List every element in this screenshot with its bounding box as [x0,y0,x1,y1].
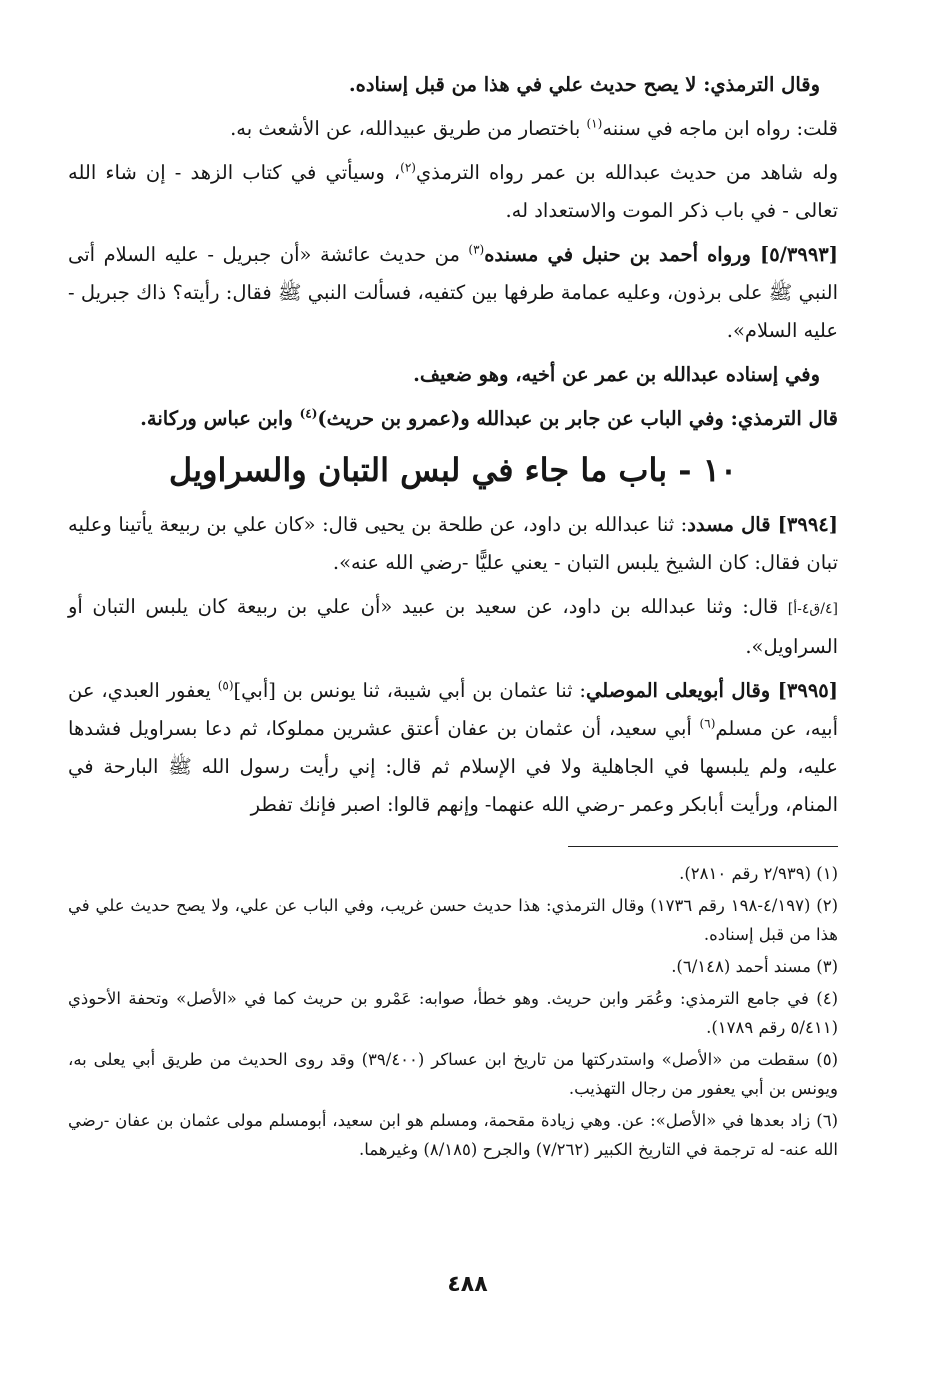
footnote-6 [68,1106,838,1164]
paragraph-shahid [68,154,838,230]
paragraph-ibn-majah [68,110,838,148]
hadith-number: [٣٩٩٤] [777,513,839,536]
hadith-number: [٣٩٩٥] [777,679,839,702]
chapter-title: ١٠ - باب ما جاء في لبس التبان والسراويل [168,451,738,489]
paragraph-text: قلت: رواه ابن ماجه في سننه [602,117,838,140]
paragraph-text: يعفور العبدي، عن أبيه، عن مسلم [68,679,838,740]
manuscript-ref: [٤/ق٤-أ] [787,601,838,617]
footnote-text: (٢/٩٣٩ رقم ٢٨١٠). [679,864,811,883]
paragraph-text: قال: وثنا عبدالله بن داود، عن سعيد بن عبيد «أن علي بن ربيعة كان يلبس التبان أو السراويل». [68,595,838,658]
book-page [68,66,838,1316]
paragraph-manuscript-ref [68,588,838,666]
footnote-5 [68,1045,838,1103]
footnote-text: سقطت من «الأصل» واستدركتها من تاريخ ابن عساكر (٣٩/٤٠٠) وقد روى الحديث من طريق أبي يعلى به، ويونس بن أبي يعفور من رجال التهذيب. [68,1050,838,1098]
hadith-3993 [68,236,838,350]
hadith-number: [٥/٣٩٩٣] [760,243,839,266]
paragraph-text: وقال الترمذي: لا يصح حديث علي في هذا من قبل إسناده. [348,73,820,96]
footnote-marker: (٣) [468,242,485,257]
footnote-text: (٤/١٩٧-١٩٨ رقم ١٧٣٦) وقال الترمذي: هذا حديث حسن غريب، وفي الباب عن علي، ولا يصح حديث علي في هذا من قبل إسناده. [68,896,838,944]
footnote-number: (٦) [816,1111,839,1130]
footnote-marker: (٥) [217,678,234,693]
paragraph-text: باختصار من طريق عبيدالله، عن الأشعث به. [230,117,587,140]
footnote-1 [68,859,838,888]
footnote-marker: (١) [586,116,603,131]
footnote-4 [68,984,838,1042]
footnote-marker: (٦) [699,716,716,731]
footnote-number: (٢) [816,896,839,915]
footnote-number: (٥) [816,1050,838,1069]
paragraph-text: من حديث عائشة «أن جبريل - عليه السلام أتى النبي ﷺ على برذون، وعليه عمامة طرفها بين كتفيه، فسألت النبي ﷺ فقال: رأيته؟ ذاك جبريل - عليه السلام». [68,243,838,342]
footnote-3 [68,952,838,981]
paragraph-text: وله شاهد من حديث عبدالله بن عمر رواه الترمذي [415,161,838,184]
footnote-marker: (٢) [400,160,416,175]
footnote-text: زاد بعدها في «الأصل»: عن. وهي زيادة مقحمة، ومسلم هو ابن سعيد، أبومسلم مولى عثمان بن عفان -رضي الله عنه- له ترجمة في التاريخ الكبير (٧/٢٦٢) والجرح (٨/١٨٥) وغيرهما. [68,1111,838,1159]
footnote-divider [568,846,838,847]
footnote-number: (٤) [816,989,838,1008]
footnote-text: مسند أحمد (٦/١٤٨). [671,957,811,976]
page-number: ٤٨٨ [447,1272,488,1297]
hadith-3995 [68,672,838,824]
paragraph-text: قال الترمذي: وفي الباب عن جابر بن عبدالله و(عمرو بن حريث) [317,407,838,430]
paragraph-isnad-weak [68,356,838,394]
narrator-text: ورواه أحمد بن حنبل في مسنده [484,243,761,266]
paragraph-text: : ثنا عبدالله بن داود، عن طلحة بن يحيى قال: «كان علي بن ربيعة يأتينا وعليه تبان فقال: كان الشيخ يلبس التبان - يعني عليًّا -رضي الله عنه». [68,513,838,574]
footnote-2 [68,891,838,949]
footnote-marker: (٤) [299,406,318,421]
narrator-text: قال مسدد [687,513,778,536]
paragraph-text: ، وسيأتي في كتاب الزهد - إن شاء الله تعالى - في باب ذكر الموت والاستعداد له. [68,161,838,222]
footnotes [68,859,838,1164]
hadith-3994 [68,506,838,582]
paragraph-text: وابن عباس وركانة. [140,407,300,430]
paragraph-tirmidhi-comment [68,66,838,104]
footnote-number: (٣) [816,957,838,976]
footnote-text: في جامع الترمذي: وعُمَر وابن حريث. وهو خطأ، صوابه: عَمْرو بن حريث كما في «الأصل» وتحفة الأحوذي (٥/٤١١ رقم ١٧٨٩). [68,989,838,1037]
paragraph-text: أبي سعيد، أن عثمان بن عفان أعتق عشرين مملوكا، ثم دعا بسراويل فشدها عليه، ولم يلبسها في الجاهلية ولا في الإسلام ثم قال: إني رأيت رسول الله ﷺ البارحة في المنام، ورأيت أبابكر وعمر -رضي الله عنهما- وإنهم قالوا: اصبر فإنك تفطر [68,717,838,816]
paragraph-text: : ثنا عثمان بن أبي شيبة، ثنا يونس بن [أبي] [233,679,586,702]
paragraph-text: وفي إسناده عبدالله بن عمر عن أخيه، وهو ضعيف. [413,363,820,386]
footnote-number: (١) [816,864,838,883]
narrator-text: وقال أبويعلى الموصلي [586,679,778,702]
paragraph-bab-note [68,400,838,438]
